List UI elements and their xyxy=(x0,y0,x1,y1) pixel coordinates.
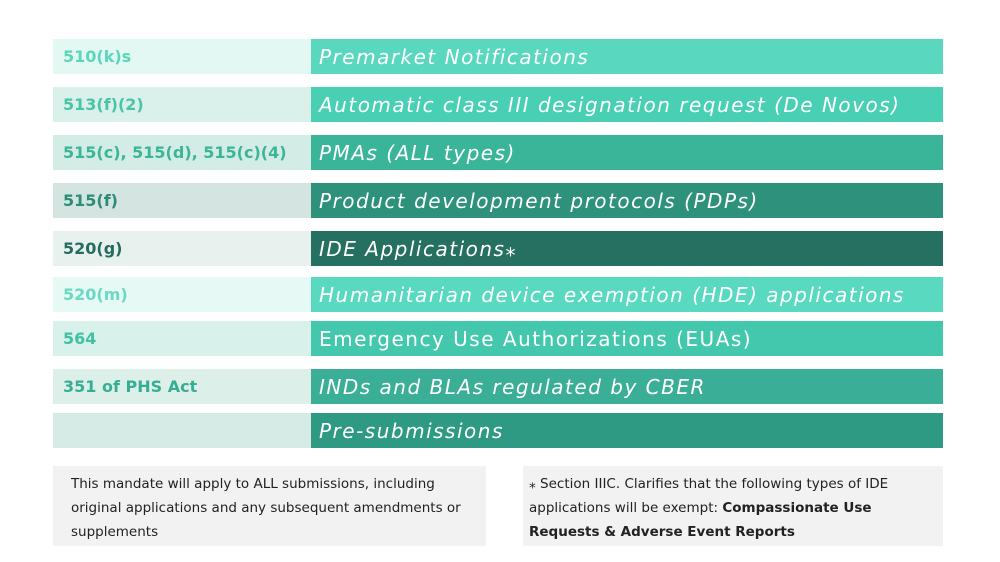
exemption-note xyxy=(523,466,943,546)
row-description: Pre-submissions xyxy=(311,413,943,448)
row-description: INDs and BLAs regulated by CBER xyxy=(311,369,943,404)
row-description: PMAs (ALL types) xyxy=(311,135,943,170)
row-description: Emergency Use Authorizations (EUAs) xyxy=(311,321,943,356)
submission-row-513f2 xyxy=(53,87,943,122)
row-description: Product development protocols (PDPs) xyxy=(311,183,943,218)
submission-row-presubmissions xyxy=(53,413,943,448)
row-code: 520(g) xyxy=(53,231,311,266)
mandate-note-text: This mandate will apply to ALL submissions, including original applications and any subsequent amendments or supplements xyxy=(71,476,461,540)
row-code: 513(f)(2) xyxy=(53,87,311,122)
submission-row-351-phs xyxy=(53,369,943,404)
row-code xyxy=(53,413,311,448)
exemption-note-text: ⁎ Section IIIC. Clarifies that the following types of IDE applications will be exempt: xyxy=(529,476,889,516)
submission-row-520g xyxy=(53,231,943,266)
row-code: 515(f) xyxy=(53,183,311,218)
row-description: IDE Applications⁎ xyxy=(311,231,943,266)
submission-row-520m xyxy=(53,277,943,312)
row-code: 510(k)s xyxy=(53,39,311,74)
row-code: 520(m) xyxy=(53,277,311,312)
mandate-note xyxy=(53,466,486,546)
row-code: 351 of PHS Act xyxy=(53,369,311,404)
row-description: Humanitarian device exemption (HDE) applications xyxy=(311,277,943,312)
exemption-note-bold: Compassionate Use Requests & Adverse Event Reports xyxy=(529,500,872,540)
row-code: 564 xyxy=(53,321,311,356)
submission-row-510k xyxy=(53,39,943,74)
submission-row-515c xyxy=(53,135,943,170)
row-description: Premarket Notifications xyxy=(311,39,943,74)
row-description: Automatic class III designation request (De Novos) xyxy=(311,87,943,122)
submission-row-515f xyxy=(53,183,943,218)
submission-row-564 xyxy=(53,321,943,356)
row-code: 515(c), 515(d), 515(c)(4) xyxy=(53,135,311,170)
